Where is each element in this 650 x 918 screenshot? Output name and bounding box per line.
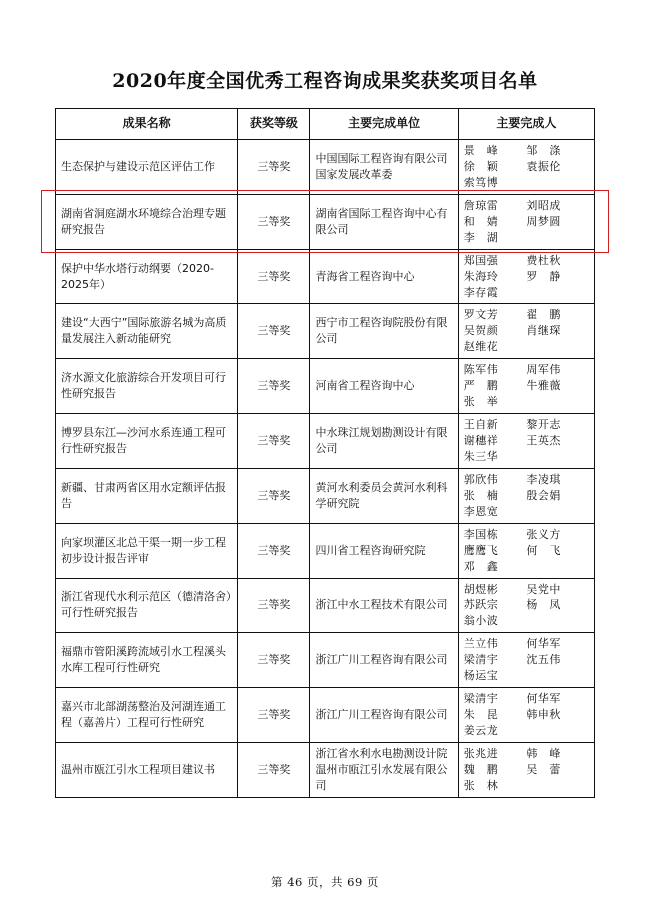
cell-award-level: 三等奖 — [238, 359, 310, 414]
cell-achievement-name: 向家坝灌区北总干渠一期一步工程初步设计报告评审 — [56, 523, 238, 578]
cell-main-persons — [458, 304, 594, 359]
cell-achievement-name: 济水源文化旅游综合开发项目可行性研究报告 — [56, 359, 238, 414]
table-header-row — [56, 109, 595, 140]
person-name: 杨运宝 — [463, 669, 499, 683]
column-header-level: 获奖等级 — [238, 109, 310, 140]
person-name: 景 峰 — [463, 144, 499, 157]
table-header — [56, 109, 595, 140]
person-name: 姜云龙 — [463, 724, 499, 737]
table-row — [56, 468, 595, 523]
person-name: 何华军 — [526, 637, 561, 651]
page-footer: 第 46 页，共 69 页 — [271, 875, 379, 889]
person-name: 郭欣伟 — [463, 472, 499, 486]
page-title: 2020年度全国优秀工程咨询成果奖获奖项目名单 — [112, 70, 538, 92]
person-name: 索笃博 — [463, 175, 499, 189]
person-name: 周军伟 — [526, 363, 561, 377]
cell-award-level: 三等奖 — [238, 468, 310, 523]
cell-main-persons — [458, 140, 594, 195]
table-row — [56, 304, 595, 359]
person-name: 梁清宇 — [463, 653, 499, 667]
cell-award-level: 三等奖 — [238, 140, 310, 195]
person-name: 严 鹏 — [463, 379, 499, 393]
person-name: 徐 颖 — [463, 159, 499, 173]
table-row — [56, 578, 595, 633]
person-name: 肖继琛 — [526, 324, 561, 338]
cell-award-level: 三等奖 — [238, 578, 310, 633]
person-list — [464, 472, 589, 520]
person-name: 李凌琪 — [526, 472, 561, 486]
person-name: 吴党中 — [526, 582, 561, 596]
cell-achievement-name: 浙江省现代水利示范区（德清洛舍）可行性研究报告 — [56, 578, 238, 633]
cell-achievement-name: 温州市瓯江引水工程项目建议书 — [56, 742, 238, 797]
person-name: 邹 涤 — [526, 144, 561, 157]
award-table — [55, 108, 595, 798]
table-row — [56, 688, 595, 743]
person-name: 张 林 — [463, 778, 499, 792]
person-name: 罗 静 — [526, 269, 561, 283]
table-body — [56, 140, 595, 798]
person-name: 鹰鹰飞 — [463, 543, 499, 557]
column-header-name: 成果名称 — [56, 109, 238, 140]
cell-award-level: 三等奖 — [238, 742, 310, 797]
person-list — [464, 253, 589, 301]
cell-achievement-name: 生态保护与建设示范区评估工作 — [56, 140, 238, 195]
person-list — [464, 582, 589, 630]
cell-achievement-name: 嘉兴市北部湖荡整治及河湖连通工程（嘉善片）工程可行性研究 — [56, 688, 238, 743]
person-list — [464, 746, 589, 794]
cell-main-unit: 西宁市工程咨询院股份有限公司 — [310, 304, 458, 359]
cell-main-unit: 河南省工程咨询中心 — [310, 359, 458, 414]
person-list — [464, 307, 589, 355]
cell-main-persons — [458, 468, 594, 523]
table-row — [56, 742, 595, 797]
person-list — [464, 636, 589, 684]
cell-main-unit: 黄河水利委员会黄河水利科学研究院 — [310, 468, 458, 523]
person-list — [464, 198, 589, 246]
person-name: 吴 蕾 — [526, 762, 561, 776]
table-row — [56, 194, 595, 249]
cell-award-level: 三等奖 — [238, 523, 310, 578]
cell-main-unit: 浙江广川工程咨询有限公司 — [310, 633, 458, 688]
cell-main-persons — [458, 578, 594, 633]
person-name: 沈五伟 — [526, 653, 561, 667]
person-name: 赵维花 — [463, 340, 499, 354]
person-name: 周梦圆 — [526, 214, 561, 228]
person-name: 邓 鑫 — [463, 559, 499, 573]
cell-main-persons — [458, 523, 594, 578]
cell-main-unit: 青海省工程咨询中心 — [310, 249, 458, 304]
person-name: 李 湖 — [463, 230, 499, 244]
cell-main-persons — [458, 414, 594, 469]
person-name: 牛雅薇 — [526, 379, 561, 393]
person-list — [464, 691, 589, 739]
cell-main-unit: 浙江省水利水电勘测设计院 温州市瓯江引水发展有限公司 — [310, 742, 458, 797]
person-name: 朱 昆 — [463, 708, 499, 722]
person-name: 殷会娟 — [526, 488, 561, 502]
cell-achievement-name: 博罗县东江—沙河水系连通工程可行性研究报告 — [56, 414, 238, 469]
person-name: 胡煜彬 — [463, 582, 499, 596]
person-name: 韩申秋 — [526, 708, 561, 722]
person-name: 陈军伟 — [463, 363, 499, 377]
person-name: 詹琼雷 — [463, 198, 499, 212]
cell-award-level: 三等奖 — [238, 414, 310, 469]
cell-main-persons — [458, 249, 594, 304]
cell-achievement-name: 新疆、甘肃两省区用水定额评估报告 — [56, 468, 238, 523]
cell-main-unit: 四川省工程咨询研究院 — [310, 523, 458, 578]
person-name: 张义方 — [526, 527, 561, 541]
table-row — [56, 633, 595, 688]
cell-main-persons — [458, 742, 594, 797]
person-name: 何 飞 — [526, 543, 561, 557]
person-name: 和 婧 — [463, 214, 499, 228]
person-name: 何华军 — [526, 692, 561, 706]
person-list — [464, 417, 589, 465]
cell-award-level: 三等奖 — [238, 304, 310, 359]
person-list — [464, 527, 589, 575]
person-name: 郑国强 — [463, 253, 499, 267]
person-name: 李恩宽 — [463, 504, 499, 518]
person-name: 谢穗祥 — [463, 434, 499, 447]
cell-main-persons — [458, 633, 594, 688]
person-name: 翁小波 — [463, 614, 499, 628]
table-row — [56, 249, 595, 304]
cell-main-persons — [458, 194, 594, 249]
person-name: 朱海玲 — [463, 269, 499, 283]
cell-award-level: 三等奖 — [238, 688, 310, 743]
cell-achievement-name: 福鼎市管阳溪跨流域引水工程溪头水库工程可行性研究 — [56, 633, 238, 688]
person-name: 梁清宇 — [463, 692, 499, 706]
cell-award-level: 三等奖 — [238, 194, 310, 249]
person-name: 黎开志 — [526, 418, 561, 432]
table-row — [56, 414, 595, 469]
cell-main-persons — [458, 688, 594, 743]
person-name: 张兆进 — [463, 746, 499, 760]
cell-main-persons — [458, 359, 594, 414]
cell-main-unit: 浙江广川工程咨询有限公司 — [310, 688, 458, 743]
cell-main-unit: 湖南省国际工程咨询中心有限公司 — [310, 194, 458, 249]
cell-achievement-name: 保护中华水塔行动纲要（2020-2025年） — [56, 249, 238, 304]
cell-achievement-name: 湖南省洞庭湖水环境综合治理专题研究报告 — [56, 194, 238, 249]
person-list — [464, 362, 589, 410]
person-list — [464, 143, 589, 191]
person-name: 魏 鹏 — [463, 762, 499, 776]
person-name: 张 楠 — [463, 488, 499, 502]
award-table-container — [55, 108, 595, 798]
person-name: 李存霞 — [463, 285, 499, 299]
person-name: 朱三华 — [463, 449, 499, 463]
table-row — [56, 523, 595, 578]
person-name: 翟 鹏 — [526, 308, 561, 322]
person-name: 费杜秋 — [526, 253, 561, 267]
cell-main-unit: 中水珠江规划勘测设计有限公司 — [310, 414, 458, 469]
column-header-unit: 主要完成单位 — [310, 109, 458, 140]
person-name: 罗文芳 — [463, 308, 499, 322]
person-name: 王自新 — [463, 418, 499, 432]
cell-award-level: 三等奖 — [238, 633, 310, 688]
person-name: 刘昭成 — [526, 198, 561, 212]
person-name: 苏跃宗 — [463, 598, 499, 612]
cell-award-level: 三等奖 — [238, 249, 310, 304]
person-name: 张 举 — [463, 395, 499, 409]
cell-main-unit: 浙江中水工程技术有限公司 — [310, 578, 458, 633]
table-row — [56, 140, 595, 195]
person-name: 袁振伦 — [526, 159, 561, 173]
person-name: 王英杰 — [526, 434, 561, 447]
cell-achievement-name: 建设“大西宁”国际旅游名城为高质量发展注入新动能研究 — [56, 304, 238, 359]
person-name: 吴贺颜 — [463, 324, 499, 338]
cell-main-unit: 中国国际工程咨询有限公司 国家发展改革委 — [310, 140, 458, 195]
person-name: 兰立伟 — [463, 637, 499, 651]
column-header-person: 主要完成人 — [458, 109, 594, 140]
table-row — [56, 359, 595, 414]
person-name: 韩 峰 — [526, 746, 561, 760]
person-name: 杨 凤 — [526, 598, 561, 612]
person-name: 李国栋 — [463, 527, 499, 541]
